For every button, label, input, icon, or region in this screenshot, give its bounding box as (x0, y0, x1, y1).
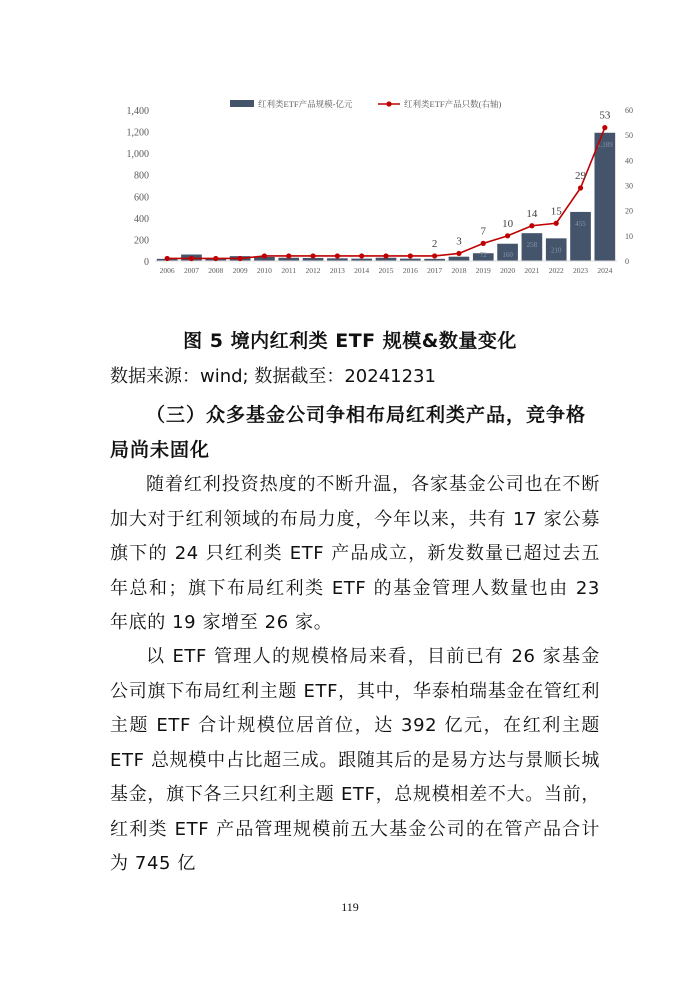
bar (449, 257, 470, 261)
y-left-tick-label: 1,200 (126, 127, 149, 139)
x-tick-label: 2021 (524, 266, 540, 275)
data-source: 数据来源：wind; 数据截至：20241231 (110, 366, 436, 387)
line-point (505, 233, 510, 238)
page-number: 119 (341, 900, 359, 914)
y-right-tick-label: 60 (625, 106, 633, 115)
line-point (456, 251, 461, 256)
paragraph: 以 ETF 管理人的规模格局来看，目前已有 26 家基金公司旗下布局红利主题 ETF，其中，华泰柏瑞基金在管红利主题 ETF 合计规模位居首位，达 392 亿元，在红利主题 ETF 总规模中占比超三成。跟随其后的是易方达与景顺长城基金，旗下各三只红利主题 ETF，总规模相差不大。当前，红利类 ETF 产品管理规模前五大基金公司的在管产品合计为 745 亿 (110, 646, 600, 874)
bar-value-label: 160 (502, 251, 513, 259)
x-tick-label: 2019 (475, 266, 491, 275)
line-value-label: 10 (502, 217, 514, 230)
line-point (335, 253, 340, 258)
x-tick-label: 2013 (329, 266, 345, 275)
x-tick-label: 2022 (548, 266, 564, 275)
line-point (189, 256, 194, 261)
line-point (602, 125, 607, 130)
x-tick-label: 2010 (256, 266, 272, 275)
etf-chart (110, 98, 650, 288)
bar-value-label: 258 (526, 241, 538, 250)
y-left-tick-label: 800 (134, 170, 149, 182)
bar-value-label: 210 (550, 246, 562, 255)
line-point (432, 253, 437, 258)
line-point (286, 253, 291, 258)
line-point (529, 223, 534, 228)
y-right-tick-label: 40 (625, 156, 633, 166)
x-tick-label: 2017 (427, 266, 443, 275)
x-tick-label: 2006 (159, 266, 175, 275)
line-point (359, 253, 364, 258)
line-value-label: 2 (431, 237, 438, 250)
line-point (262, 253, 267, 258)
y-right-tick-label: 20 (625, 206, 633, 216)
line-point (310, 253, 315, 258)
line-point (481, 241, 486, 246)
line-point (213, 256, 218, 261)
line-point (165, 256, 170, 261)
bar-value-label: 455 (575, 219, 586, 228)
line-point (554, 221, 559, 226)
line-value-label: 29 (575, 170, 587, 183)
x-tick-label: 2014 (354, 266, 370, 275)
x-tick-label: 2007 (183, 266, 199, 275)
y-right-tick-label: 0 (625, 257, 629, 266)
y-left-tick-label: 1,400 (126, 106, 149, 117)
line-value-label: 7 (480, 225, 487, 238)
legend-line-marker (386, 101, 391, 106)
line-point (383, 253, 388, 258)
line-point (408, 253, 413, 258)
x-tick-label: 2015 (378, 266, 394, 275)
y-right-tick-label: 10 (625, 231, 633, 241)
bar-value-label: 1,189 (596, 140, 613, 149)
line-point (578, 185, 583, 190)
line-value-label: 3 (456, 235, 462, 248)
line-value-label: 15 (550, 205, 562, 218)
line-point (238, 256, 243, 261)
y-left-tick-label: 600 (134, 192, 149, 204)
y-right-tick-label: 30 (625, 181, 633, 191)
x-tick-label: 2024 (597, 266, 613, 275)
paragraph: 随着红利投资热度的不断升温，各家基金公司也在不断加大对于红利领域的布局力度，今年以来，共有 17 家公募旗下的 24 只红利类 ETF 产品成立，新发数量已超过去五年总和；旗下布局红利类 ETF 的基金管理人数量也由 23 年底的 19 家增至 26 家。 (110, 474, 600, 633)
x-tick-label: 2011 (281, 266, 297, 275)
x-tick-label: 2020 (500, 266, 516, 275)
line-value-label: 14 (526, 207, 538, 220)
bar (595, 133, 616, 261)
x-tick-label: 2008 (208, 266, 224, 275)
y-right-tick-label: 50 (625, 131, 633, 141)
y-left-tick-label: 400 (134, 213, 149, 225)
legend-bar-swatch (230, 100, 254, 107)
x-tick-label: 2023 (573, 266, 589, 275)
legend-line-label: 红利类ETF产品只数(右轴) (404, 99, 502, 109)
line-value-label: 53 (599, 109, 611, 122)
figure-caption: 图 5 境内红利类 ETF 规模&数量变化 (183, 330, 517, 352)
y-left-tick-label: 0 (144, 257, 149, 268)
y-left-tick-label: 1,000 (126, 149, 149, 161)
y-left-tick-label: 200 (134, 235, 149, 247)
bar-value-label: 72 (479, 251, 487, 259)
x-tick-label: 2018 (451, 266, 467, 275)
x-tick-label: 2012 (305, 266, 321, 275)
x-tick-label: 2016 (402, 266, 418, 275)
legend-bar-label: 红利类ETF产品规模-亿元 (258, 99, 353, 109)
section-heading: （三）众多基金公司争相布局红利类产品，竞争格局尚未固化 (110, 404, 587, 461)
x-tick-label: 2009 (232, 266, 248, 275)
